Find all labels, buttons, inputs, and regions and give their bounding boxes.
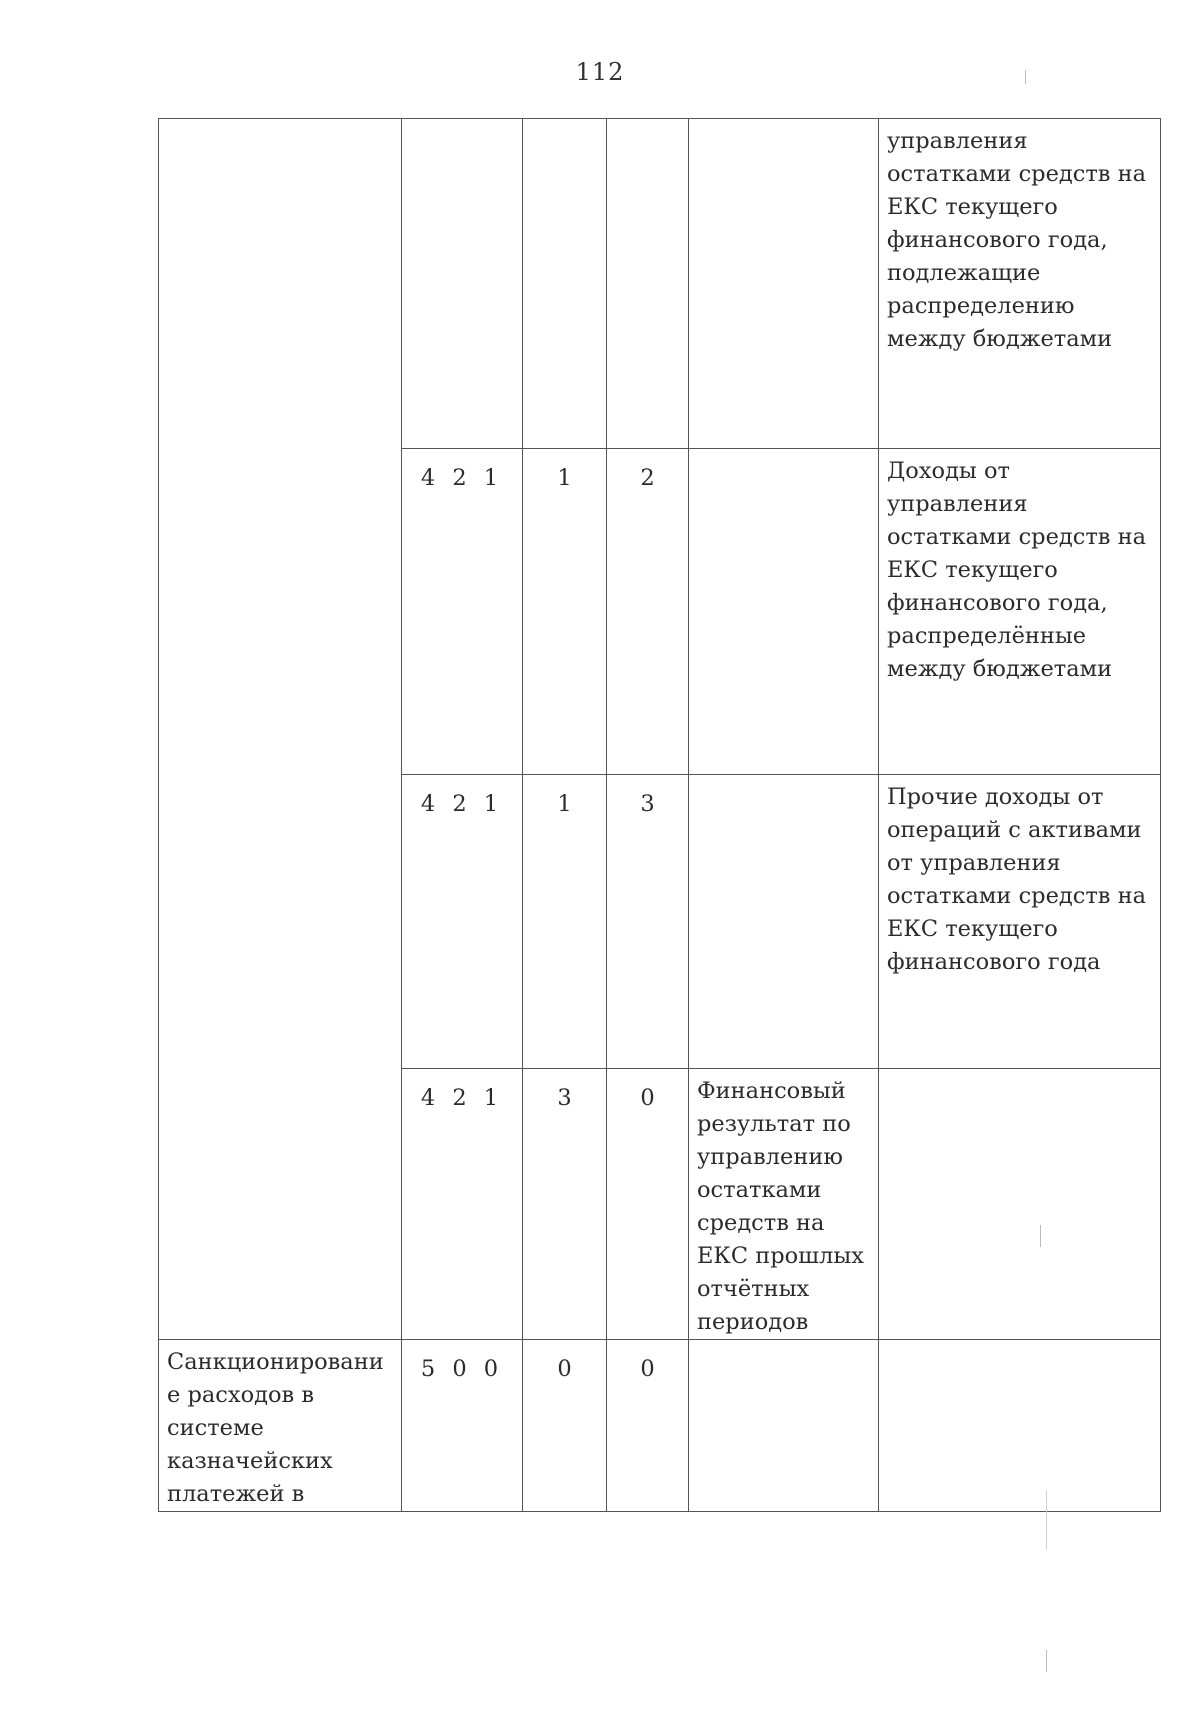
account-code-cell: 4 2 1 — [402, 1069, 523, 1340]
account-description-cell: Прочие доходы от операций с активами от управления остатками средств на ЕКС текущего финансового года — [879, 775, 1161, 1069]
table-row — [159, 1340, 1161, 1512]
table-row — [159, 119, 1161, 449]
group-name-cell — [689, 449, 879, 775]
analytic-code-1-cell: 3 — [523, 1069, 607, 1340]
scan-artifact — [1046, 1490, 1047, 1550]
analytic-code-2-cell — [607, 119, 689, 449]
section-cell — [159, 119, 402, 1340]
scan-artifact — [1025, 70, 1026, 84]
analytic-code-2-cell: 3 — [607, 775, 689, 1069]
account-description-cell — [879, 1069, 1161, 1340]
page-number: 112 — [575, 58, 625, 86]
scan-artifact — [1040, 1225, 1041, 1247]
accounts-table — [158, 118, 1161, 1512]
account-code-cell: 5 0 0 — [402, 1340, 523, 1512]
analytic-code-1-cell: 1 — [523, 775, 607, 1069]
group-name-cell — [689, 775, 879, 1069]
group-name-cell — [689, 1340, 879, 1512]
analytic-code-2-cell: 0 — [607, 1340, 689, 1512]
scan-artifact — [1046, 1650, 1047, 1672]
group-name-cell — [689, 119, 879, 449]
account-code-cell: 4 2 1 — [402, 775, 523, 1069]
account-description-cell — [879, 1340, 1161, 1512]
account-description-cell: Доходы от управления остатками средств на ЕКС текущего финансового года, распределённые между бюджетами — [879, 449, 1161, 775]
analytic-code-1-cell: 1 — [523, 449, 607, 775]
account-code-cell: 4 2 1 — [402, 449, 523, 775]
account-code-cell — [402, 119, 523, 449]
group-name-cell: Финансовый результат по управлению остатками средств на ЕКС прошлых отчётных периодов — [689, 1069, 879, 1340]
analytic-code-1-cell: 0 — [523, 1340, 607, 1512]
analytic-code-2-cell: 0 — [607, 1069, 689, 1340]
analytic-code-1-cell — [523, 119, 607, 449]
analytic-code-2-cell: 2 — [607, 449, 689, 775]
account-description-cell: управления остатками средств на ЕКС текущего финансового года, подлежащие распределению между бюджетами — [879, 119, 1161, 449]
section-cell: Санкционирование расходов в системе казначейских платежей в — [159, 1340, 402, 1512]
